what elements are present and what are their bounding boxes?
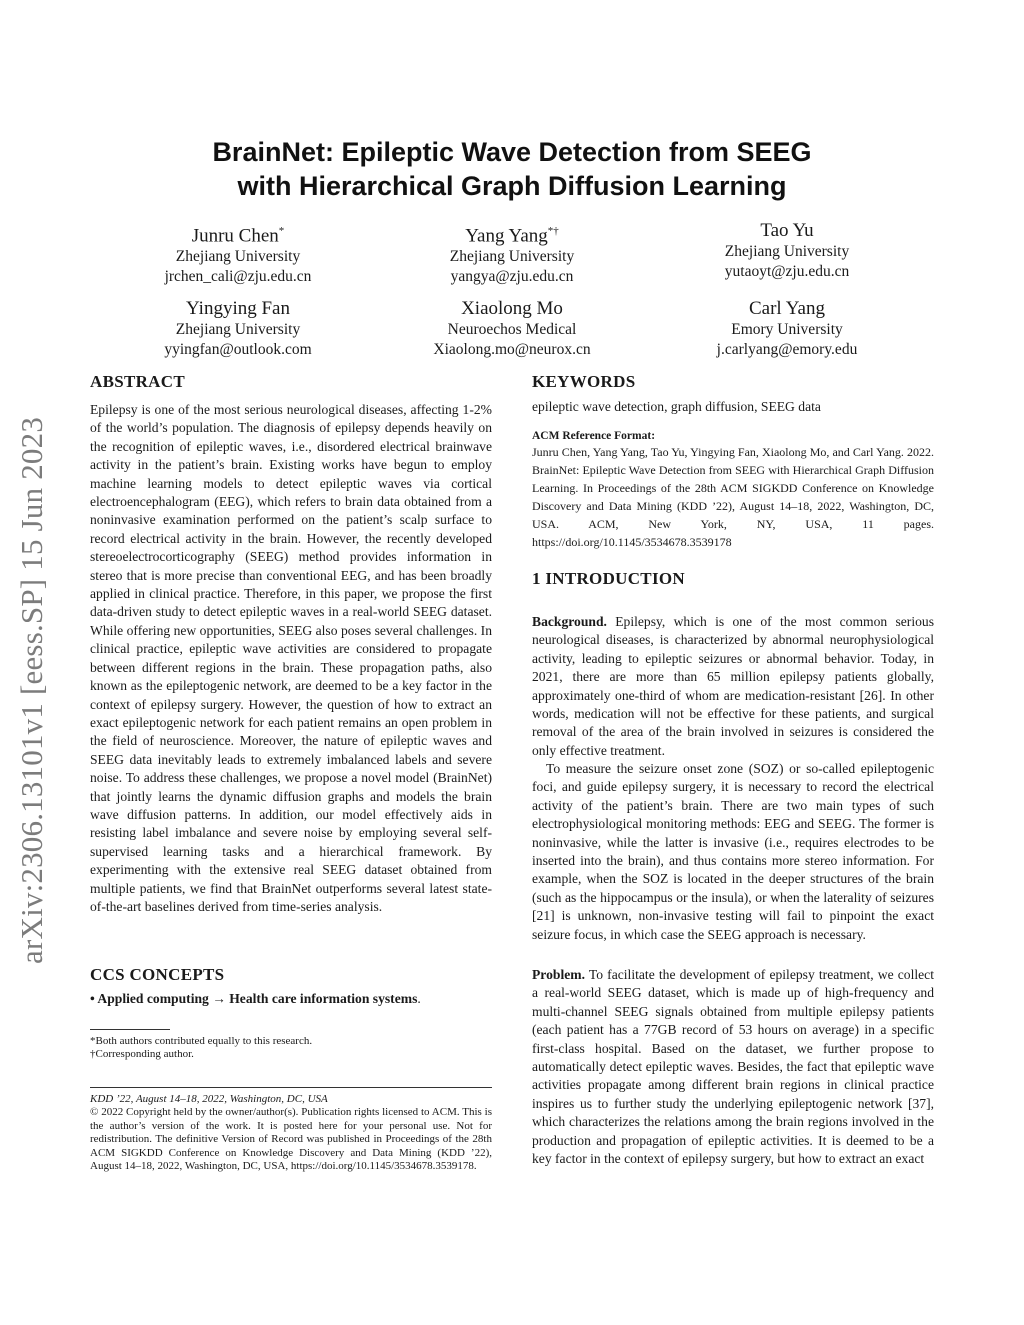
arxiv-identifier: arXiv:2306.13101v1 [eess.SP] 15 Jun 2023 — [14, 416, 49, 964]
author-block — [108, 298, 368, 360]
author-email: yyingfan@outlook.com — [164, 341, 312, 358]
author-block — [108, 220, 368, 287]
title-line-2: with Hierarchical Graph Diffusion Learning — [237, 171, 787, 201]
abstract-text: Epilepsy is one of the most serious neurological diseases, affecting 1-2% of the world’s population. The diagnosis of epilepsy depends heavily on the recognition of epileptic waves, i.e., disordered electrical brainwave activity in the patient’s brain. Existing works have begun to employ machine learning models to detect epileptic waves via cortical electroencephalogram (EEG), which refers to brain data obtained from a noninvasive examination performed on the patient’s scalp surface to record electrical activity in the brain. However, the recently developed stereoelectrocorticography (SEEG) method provides information in stereo that is more precise than conventional EEG, and has been broadly applied in clinical practice. Therefore, in this paper, we propose the first data-driven study to detect epileptic waves in a real-world SEEG dataset. While offering new opportunities, SEEG also poses several challenges. In clinical practice, epileptic wave activities are considered to propagate between different regions in the brain. These propagation paths, also known as the epileptogenic network, are deemed to be a key factor in the context of epilepsy surgery. However, the question of how to extract an exact epileptogenic network for each patient remains an open problem in the field of neuroscience. Moreover, the nature of epileptic waves and SEEG data inevitably leads to extremely imbalanced labels and severe noise. To address these challenges, we propose a novel model (BrainNet) that jointly learns the dynamic diffusion graphs and models the brain wave diffusion patterns. In addition, our model effectively aids in resisting label imbalance and severe noise by employing several self-supervised learning tasks and a hierarchical framework. By experimenting with the extensive real SEEG dataset obtained from multiple patients, we find that BrainNet outperforms several latest state-of-the-art baselines derived from time-series analysis. — [90, 402, 492, 914]
arxiv-stamp — [14, 354, 66, 964]
copyright-venue: KDD ’22, August 14–18, 2022, Washington, DC, USA — [90, 1093, 328, 1105]
background-label: Background. — [532, 614, 607, 629]
author-affiliation: Zhejiang University — [175, 321, 301, 338]
copyright-text: © 2022 Copyright held by the owner/author(s). Publication rights licensed to ACM. This is the author’s version of the work. It is posted here for your personal use. Not for redistribution. The definitive Version of Record was published in Proceedings of the 28th ACM SIGKDD Conference on Knowledge Discovery and Data Mining (KDD ’22), August 14–18, 2022, Washington, DC, USA, https://doi.org/10.1145/3534678.3539178. — [90, 1106, 492, 1173]
ccs-period: . — [417, 991, 421, 1006]
abstract-heading: ABSTRACT — [90, 372, 185, 391]
intro-soz — [532, 760, 934, 944]
soz-text: To measure the seizure onset zone (SOZ) or so-called epileptogenic foci, and guide epilepsy surgery, it is necessary to record the electrical activity of the patient’s brain. There are two main types of such electrophysiological monitoring methods: EEG and SEEG. The former is noninvasive, while the latter is invasive (i.e., requires electrodes to be inserted into the brain), and thus contains more stereo information. For example, when the SOZ is located in the deeper structures of the brain (such as the hippocampus or the insula), or when the laterality of seizures [21] is unknown, non-invasive testing will fail to pinpoint the exact seizure focus, in which case the SEEG approach is necessary. — [532, 761, 934, 942]
footnote-rule — [90, 1029, 170, 1030]
author-affiliation: Zhejiang University — [724, 243, 850, 260]
intro-problem — [532, 966, 934, 1168]
keywords-heading: KEYWORDS — [532, 372, 636, 391]
footnote-equal-contribution: *Both authors contributed equally to this research. — [90, 1035, 313, 1047]
author-name: Yingying Fan — [186, 298, 290, 319]
author-email: j.carlyang@emory.edu — [716, 341, 858, 358]
copyright-block — [90, 1093, 492, 1173]
problem-label: Problem. — [532, 967, 585, 982]
author-block — [382, 220, 642, 287]
author-mark: *† — [547, 225, 559, 237]
author-affiliation: Emory University — [731, 321, 843, 338]
author-email: jrchen_cali@zju.edu.cn — [164, 268, 312, 286]
intro-background — [532, 613, 934, 760]
author-email: Xiaolong.mo@neurox.cn — [433, 341, 591, 358]
author-name: Xiaolong Mo — [461, 298, 563, 319]
keywords-text: epileptic wave detection, graph diffusion, SEEG data — [532, 399, 821, 414]
ccs-item — [90, 990, 492, 1008]
paper-title — [0, 135, 1024, 203]
intro-heading: 1 INTRODUCTION — [532, 569, 685, 588]
author-name: Tao Yu — [760, 220, 814, 241]
background-text: Epilepsy, which is one of the most common serious neurological diseases, is characterized by abnormal neurophysiological activity, leading to epileptic seizures or abnormal behavior. Today, in 2021, there are more than 65 million epilepsy patients globally, approximately one-third of whom are medication-resistant [26]. In other words, medication will not be effective for these patients, and surgical removal of the area of the brain involved in seizures is considered the only effective treatment. — [532, 614, 934, 758]
author-block — [657, 298, 917, 360]
ccs-concept: • Applied computing → Health care information systems — [90, 991, 418, 1006]
author-affiliation: Zhejiang University — [449, 248, 575, 266]
acm-ref-heading: ACM Reference Format: — [532, 430, 656, 442]
author-email: yangya@zju.edu.cn — [450, 268, 574, 286]
ccs-heading: CCS CONCEPTS — [90, 965, 225, 984]
footnotes — [90, 1035, 492, 1062]
footnote-corresponding: †Corresponding author. — [90, 1048, 194, 1061]
author-name: Junru Chen — [191, 225, 279, 247]
abstract-body — [90, 401, 492, 916]
author-affiliation: Zhejiang University — [175, 248, 301, 266]
author-email: yutaoyt@zju.edu.cn — [724, 263, 850, 280]
problem-text: To facilitate the development of epilepsy treatment, we collect a real-world SEEG dataset, which is made up of high-frequency and multi-channel SEEG signals obtained from multiple epilepsy patients (each patient has a 77GB record of 53 hours on average) in a specific first-class hospital. Based on the dataset, we further propose to automatically detect epileptic waves. Besides, the fact that epileptic wave activities propagate among different brain regions in clinical practice inspires us to further study the underlying epileptogenic network [37], which characterizes the relations among the brain regions involved in the production and propagation of epileptic activities. It is deemed to be a key factor in the context of epilepsy surgery, but how to extract an exact — [532, 967, 934, 1167]
author-affiliation: Neuroechos Medical — [447, 321, 577, 338]
author-block — [382, 298, 642, 360]
author-name: Carl Yang — [748, 298, 825, 319]
author-block — [657, 220, 917, 282]
copyright-rule — [90, 1087, 492, 1088]
author-mark: * — [278, 225, 285, 237]
title-line-1: BrainNet: Epileptic Wave Detection from SEEG — [212, 137, 812, 167]
author-name: Yang Yang — [465, 225, 548, 247]
acm-ref-text: Junru Chen, Yang Yang, Tao Yu, Yingying Fan, Xiaolong Mo, and Carl Yang. 2022. BrainNet: Epileptic Wave Detection from SEEG with Hierarchical Graph Diffusion Learning. In Proceedings of the 28th ACM SIGKDD Conference on Knowledge Discovery and Data Mining (KDD ’22), August 14–18, 2022, Washington, DC, USA. ACM, New York, NY, USA, 11 pages. https://doi.org/10.1145/3534678.3539178 — [532, 445, 934, 549]
